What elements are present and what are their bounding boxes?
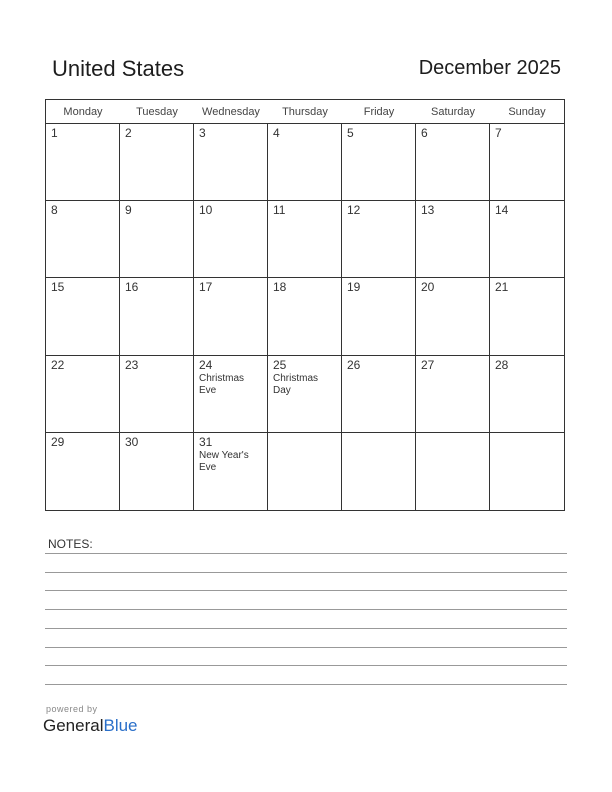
brand-general: General — [43, 716, 104, 735]
day-cell — [342, 201, 416, 278]
day-number: 31 — [199, 434, 213, 449]
day-cell — [342, 356, 416, 433]
day-cell — [342, 278, 416, 355]
day-cell — [416, 278, 490, 355]
day-number: 16 — [125, 280, 139, 295]
day-cell — [194, 278, 268, 355]
day-number: 27 — [421, 357, 435, 372]
day-cell — [120, 433, 194, 510]
day-cell — [194, 433, 268, 510]
day-number: 9 — [125, 203, 132, 218]
note-line — [45, 572, 567, 573]
weekday-header: Friday — [342, 100, 416, 124]
day-cell — [268, 433, 342, 510]
calendar-grid — [45, 99, 565, 511]
weekday-header: Tuesday — [120, 100, 194, 124]
day-number: 23 — [125, 357, 139, 372]
day-cell — [120, 124, 194, 201]
holiday-label: Christmas Eve — [199, 372, 245, 396]
day-cell — [194, 356, 268, 433]
weekday-header: Saturday — [416, 100, 490, 124]
day-cell — [120, 356, 194, 433]
day-number: 28 — [495, 357, 509, 372]
day-number: 4 — [273, 126, 280, 140]
day-cell — [490, 433, 564, 510]
day-cell — [490, 278, 564, 355]
note-line — [45, 684, 567, 685]
notes-label: NOTES: — [48, 537, 93, 551]
day-number: 15 — [51, 280, 65, 295]
day-number: 17 — [199, 280, 213, 295]
day-number: 20 — [421, 280, 435, 295]
weekday-header: Thursday — [268, 100, 342, 124]
note-line — [45, 553, 567, 554]
day-number: 13 — [421, 203, 435, 218]
weekday-header: Monday — [46, 100, 120, 124]
day-number: 22 — [51, 357, 65, 372]
day-cell — [416, 433, 490, 510]
brand-blue: Blue — [103, 716, 138, 735]
day-cell — [46, 124, 120, 201]
day-number: 10 — [199, 203, 213, 218]
weekday-header: Wednesday — [194, 100, 268, 124]
note-line — [45, 609, 567, 610]
day-cell — [268, 356, 342, 433]
day-cell — [416, 201, 490, 278]
note-line — [45, 665, 567, 666]
day-cell — [46, 201, 120, 278]
day-cell — [490, 201, 564, 278]
holiday-label: Christmas Day — [273, 372, 319, 396]
powered-by-text: powered by — [46, 704, 98, 714]
day-cell — [46, 278, 120, 355]
day-number: 26 — [347, 357, 361, 372]
day-cell — [416, 124, 490, 201]
day-number: 5 — [347, 126, 354, 140]
day-number: 7 — [495, 126, 502, 140]
weekday-header: Sunday — [490, 100, 564, 124]
day-number: 30 — [125, 434, 139, 449]
note-line — [45, 590, 567, 591]
day-number: 2 — [125, 126, 132, 140]
day-cell — [416, 356, 490, 433]
day-cell — [46, 433, 120, 510]
day-number: 6 — [421, 126, 428, 140]
day-number: 24 — [199, 357, 213, 372]
day-cell — [194, 124, 268, 201]
day-number: 25 — [273, 357, 287, 372]
note-line — [45, 647, 567, 648]
day-cell — [268, 124, 342, 201]
day-number: 29 — [51, 434, 65, 449]
day-cell — [46, 356, 120, 433]
note-line — [45, 628, 567, 629]
day-number: 1 — [51, 126, 58, 140]
day-number: 12 — [347, 203, 361, 218]
day-number: 3 — [199, 126, 206, 140]
day-number: 14 — [495, 203, 509, 218]
day-number: 21 — [495, 280, 509, 295]
day-cell — [268, 278, 342, 355]
day-cell — [490, 356, 564, 433]
day-cell — [490, 124, 564, 201]
country-title: United States — [52, 56, 185, 81]
day-number: 8 — [51, 203, 58, 218]
day-cell — [268, 201, 342, 278]
day-number: 18 — [273, 280, 287, 295]
holiday-label: New Year's Eve — [199, 449, 249, 473]
month-title: December 2025 — [418, 57, 561, 79]
generalblue-logo[interactable] — [43, 716, 138, 736]
day-number: 19 — [347, 280, 361, 295]
day-cell — [120, 278, 194, 355]
day-number: 11 — [273, 203, 286, 218]
day-cell — [342, 433, 416, 510]
day-cell — [342, 124, 416, 201]
day-cell — [120, 201, 194, 278]
day-cell — [194, 201, 268, 278]
